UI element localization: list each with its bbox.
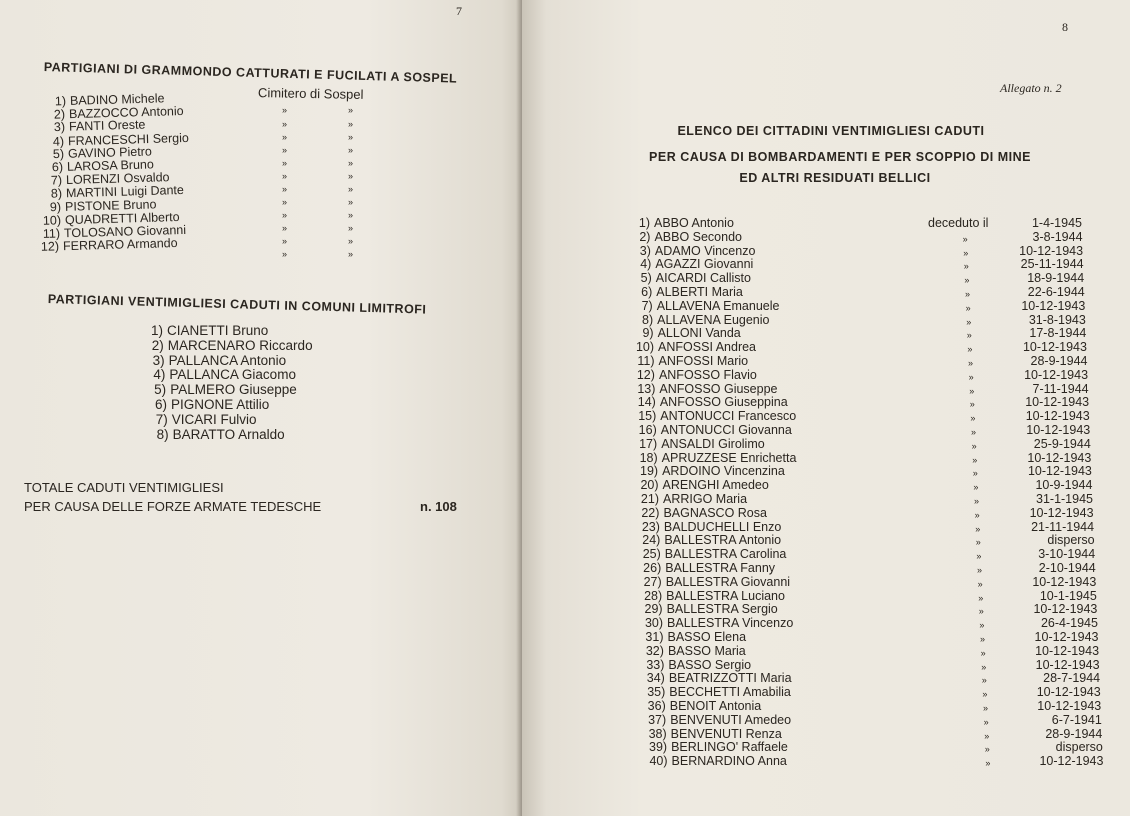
entry-name: BALLESTRA Antonio: [664, 533, 782, 548]
entry-number: 2): [639, 229, 651, 244]
entry-date: 10-9-1944: [1035, 478, 1093, 493]
ditto-mark: »: [348, 171, 354, 181]
entry-date: 3-10-1944: [1038, 547, 1096, 562]
ditto-mark: »: [982, 689, 988, 700]
entry-number: 16): [638, 423, 657, 437]
entry-name: BALLESTRA Fanny: [665, 561, 776, 575]
item-number: 3): [152, 352, 165, 368]
entry-name: ADAMO Vincenzo: [654, 243, 756, 258]
entry-date: 10-12-1943: [1025, 395, 1090, 410]
ditto-mark: »: [282, 249, 288, 259]
ditto-mark: »: [978, 592, 984, 603]
entry-name: BALLESTRA Sergio: [666, 602, 778, 617]
item-name: TOLOSANO Giovanni: [63, 222, 187, 241]
item-number: 10): [42, 213, 61, 228]
entry-number: 8): [642, 312, 654, 327]
ditto-mark: »: [348, 105, 354, 115]
item-name: LAROSA Bruno: [66, 157, 155, 174]
item-name: BARATTO Arnaldo: [172, 426, 285, 442]
item-number: 11): [42, 226, 61, 241]
ditto-mark: »: [977, 565, 983, 575]
entry-date: 7-11-1944: [1032, 381, 1089, 396]
entry-name: BEATRIZZOTTI Maria: [668, 671, 792, 686]
entry-number: 22): [641, 505, 660, 520]
entry-date: 10-12-1943: [1039, 754, 1104, 769]
entry-number: 19): [640, 464, 659, 479]
ditto-mark: »: [971, 440, 977, 451]
entry-date: 10-12-1943: [1029, 505, 1094, 520]
item-name: QUADRETTI Alberto: [64, 209, 180, 227]
entry-date: 10-12-1943: [1022, 340, 1087, 355]
item-number: 7): [51, 173, 63, 188]
item-number: 12): [41, 239, 60, 254]
ditto-mark: »: [972, 468, 978, 479]
entry-number: 34): [646, 671, 665, 686]
ditto-mark: »: [964, 275, 970, 286]
entry-date: 1-4-1945: [1031, 216, 1082, 230]
ditto-mark: »: [282, 197, 288, 207]
ditto-mark: »: [348, 145, 354, 155]
item-number: 5): [154, 382, 167, 398]
entry-date: 25-9-1944: [1033, 436, 1091, 451]
section-title-grammondo: PARTIGIANI DI GRAMMONDO CATTURATI E FUCILATI A SOSPEL: [43, 60, 458, 86]
entry-date: 10-12-1943: [1035, 657, 1100, 672]
ditto-mark: »: [282, 119, 288, 129]
entry-date: 10-12-1943: [1026, 423, 1091, 437]
item-number: 4): [153, 367, 166, 383]
ditto-mark: »: [282, 210, 288, 220]
entry-name: BASSO Sergio: [668, 657, 752, 672]
entry-name: ABBO Secondo: [654, 229, 742, 244]
item-name: PISTONE Bruno: [65, 196, 157, 214]
deceased-label: deceduto il: [928, 216, 989, 230]
entry-number: 7): [641, 298, 653, 313]
entry-number: 1): [638, 216, 650, 230]
entry-number: 35): [647, 685, 666, 700]
entry-number: 4): [640, 257, 652, 272]
item-number: 3): [53, 120, 66, 135]
item-number: 8): [156, 426, 169, 442]
ditto-mark: »: [977, 578, 983, 589]
item-name: FRANCESCHI Sergio: [68, 130, 190, 148]
entry-number: 5): [640, 271, 652, 286]
ditto-mark: »: [967, 344, 973, 355]
ditto-mark: »: [348, 236, 354, 246]
entry-date: 26-4-1945: [1040, 616, 1098, 631]
entry-date: 10-12-1943: [1024, 367, 1089, 382]
ditto-mark: »: [970, 413, 976, 424]
entry-name: BALLESTRA Giovanni: [665, 574, 791, 589]
page-number: 7: [456, 4, 462, 18]
list-item: [142, 412, 257, 427]
ditto-mark: »: [979, 620, 985, 631]
entry-name: BECCHETTI Amabilia: [669, 685, 791, 700]
item-number: 4): [52, 133, 65, 149]
ditto-mark: »: [971, 427, 977, 437]
list-item: [139, 353, 287, 368]
ditto-mark: »: [978, 606, 984, 617]
entry-number: 10): [635, 340, 655, 355]
entry-number: 31): [645, 630, 664, 644]
ditto-mark: »: [963, 261, 969, 272]
entry-date: disperso: [1047, 533, 1095, 548]
ditto-mark: »: [975, 523, 981, 534]
ditto-mark: »: [962, 233, 968, 244]
ditto-mark: »: [981, 675, 987, 686]
entry-number: 9): [642, 326, 654, 341]
entry-name: ARDOINO Vincenzina: [662, 464, 785, 479]
entry-date: 28-9-1944: [1045, 726, 1103, 741]
entry-date: 31-8-1943: [1028, 312, 1086, 327]
list-item: [138, 338, 313, 353]
ditto-mark: »: [282, 132, 288, 142]
item-name: MARCENARO Riccardo: [167, 337, 313, 353]
item-number: 9): [49, 199, 62, 214]
entry-name: ANTONUCCI Giovanna: [660, 423, 792, 437]
entry-number: 36): [647, 699, 666, 713]
entry-name: ALLONI Vanda: [657, 326, 741, 341]
entry-date: 21-11-1944: [1031, 519, 1095, 534]
ditto-mark: »: [282, 184, 288, 194]
item-number: 1): [150, 323, 163, 338]
ditto-mark: »: [974, 509, 980, 520]
entry-number: 21): [640, 492, 659, 506]
entry-number: 29): [644, 602, 663, 617]
ditto-mark: »: [348, 132, 354, 142]
ditto-mark: »: [968, 358, 974, 368]
ditto-mark: »: [974, 496, 980, 506]
entry-number: 33): [646, 657, 665, 672]
entry-number: 23): [641, 519, 660, 534]
ditto-mark: »: [980, 634, 986, 644]
ditto-mark: »: [282, 158, 288, 168]
entry-name: BALLESTRA Luciano: [666, 588, 785, 603]
entry-number: 3): [639, 243, 651, 258]
entry-name: BENVENUTI Renza: [670, 726, 782, 741]
ditto-mark: »: [966, 330, 972, 341]
entry-number: 15): [638, 409, 657, 424]
entry-number: 14): [637, 395, 656, 410]
item-name: VICARI Fulvio: [171, 411, 257, 427]
entry-date: 10-12-1943: [1021, 298, 1086, 313]
ditto-mark: »: [973, 482, 979, 493]
entry-number: 24): [642, 533, 661, 548]
ditto-mark: »: [282, 145, 288, 155]
item-number: 7): [155, 411, 168, 427]
ditto-mark: »: [348, 249, 354, 259]
entry-date: 10-12-1943: [1034, 630, 1099, 644]
entry-name: ANSALDI Girolimo: [661, 436, 765, 451]
item-name: PIGNONE Attilio: [171, 397, 270, 412]
title-line-3: ED ALTRI RESIDUATI BELLICI: [739, 171, 931, 185]
entry-number: 38): [648, 726, 667, 741]
item-number: 6): [154, 397, 167, 412]
entry-number: 37): [648, 712, 667, 727]
item-number: 1): [54, 94, 67, 109]
entry-number: 26): [643, 561, 662, 575]
ditto-mark: »: [282, 223, 288, 233]
ditto-mark: »: [981, 661, 987, 672]
total-value: n. 108: [420, 499, 457, 514]
item-name: PALMERO Giuseppe: [170, 382, 297, 398]
entry-name: ANTONUCCI Francesco: [660, 409, 797, 424]
ditto-mark: »: [965, 302, 971, 313]
title-line-2: PER CAUSA DI BOMBARDAMENTI E PER SCOPPIO DI MINE: [649, 150, 1031, 164]
total-line-2: PER CAUSA DELLE FORZE ARMATE TEDESCHE: [24, 499, 322, 514]
entry-name: ANFOSSO Giuseppe: [659, 381, 778, 396]
item-name: FERRARO Armando: [63, 236, 179, 254]
item-name: CIANETTI Bruno: [167, 323, 269, 338]
entry-name: ANFOSSO Giuseppina: [659, 395, 788, 410]
item-name: PALLANCA Antonio: [168, 352, 287, 368]
ditto-mark: »: [282, 236, 288, 246]
right-page: [522, 0, 1130, 816]
ditto-mark: »: [983, 703, 989, 713]
entry-number: 32): [645, 643, 664, 658]
entry-number: 6): [641, 285, 653, 299]
entry-number: 27): [643, 574, 662, 589]
entry-name: ALLAVENA Emanuele: [656, 298, 780, 313]
entry-date: 10-12-1943: [1035, 643, 1100, 658]
item-name: BAZZOCCO Antonio: [69, 104, 185, 122]
entry-date: 28-9-1944: [1030, 354, 1088, 368]
entry-number: 40): [649, 754, 668, 769]
ditto-mark: »: [968, 371, 974, 382]
entry-number: 17): [639, 436, 658, 451]
list-item: [137, 323, 268, 338]
column-header-cimitero: Cimitero di Sospel: [257, 85, 364, 102]
left-page: [0, 0, 522, 816]
ditto-mark: »: [965, 289, 971, 299]
ditto-mark: »: [984, 744, 990, 755]
entry-number: 28): [644, 588, 663, 603]
ditto-mark: »: [348, 210, 354, 220]
item-name: PALLANCA Giacomo: [169, 367, 296, 383]
item-number: 2): [151, 337, 164, 353]
entry-date: 10-12-1943: [1025, 409, 1090, 424]
entry-date: 10-12-1943: [1036, 685, 1101, 700]
entry-name: BERLINGO' Raffaele: [671, 740, 788, 755]
item-number: 6): [51, 159, 64, 175]
ditto-mark: »: [969, 399, 975, 410]
entry-number: 12): [636, 367, 655, 382]
entry-date: 6-7-1941: [1051, 712, 1102, 727]
entry-date: 2-10-1944: [1038, 561, 1096, 575]
entry-number: 11): [637, 354, 655, 368]
ditto-mark: »: [966, 316, 972, 327]
list-item: [139, 367, 296, 382]
entry-date: 10-12-1943: [1027, 464, 1092, 479]
entry-name: AGAZZI Giovanni: [655, 257, 754, 272]
entry-name: ALLAVENA Eugenio: [657, 312, 770, 327]
ditto-mark: »: [985, 758, 991, 769]
entry-name: BALDUCHELLI Enzo: [663, 519, 782, 534]
item-name: LORENZI Osvaldo: [66, 170, 171, 188]
ditto-mark: »: [963, 247, 969, 258]
entry-name: BALLESTRA Vincenzo: [667, 616, 794, 631]
entry-date: 10-12-1943: [1019, 243, 1084, 258]
entry-name: BASSO Elena: [667, 630, 747, 644]
entry-date: 10-12-1943: [1027, 450, 1092, 465]
ditto-mark: »: [980, 647, 986, 658]
total-line-1: TOTALE CADUTI VENTIMIGLIESI: [24, 480, 224, 495]
item-name: MARTINI Luigi Dante: [65, 183, 184, 201]
item-number: 8): [50, 186, 63, 202]
entry-number: 25): [642, 547, 661, 562]
entry-name: BAGNASCO Rosa: [663, 505, 767, 520]
entry-date: 3-8-1944: [1032, 229, 1083, 244]
entry-date: disperso: [1055, 740, 1103, 755]
entry-name: BENOIT Antonia: [669, 699, 762, 713]
item-name: FANTI Oreste: [68, 117, 146, 135]
list-item: [143, 427, 285, 442]
entry-name: ARRIGO Maria: [663, 492, 748, 506]
list-item: [141, 397, 269, 412]
entry-name: ARENGHI Amedeo: [662, 478, 769, 493]
entry-name: BENVENUTI Amedeo: [670, 712, 792, 727]
entry-name: ANFOSSI Andrea: [658, 340, 757, 355]
ditto-mark: »: [348, 119, 354, 129]
entry-date: 31-1-1945: [1036, 492, 1093, 506]
item-name: BADINO Michele: [69, 91, 165, 108]
page-number: 8: [1062, 20, 1068, 34]
entry-name: ANFOSSI Mario: [658, 354, 749, 368]
title-line-1: ELENCO DEI CITTADINI VENTIMIGLIESI CADUTI: [677, 124, 985, 138]
ditto-mark: »: [984, 730, 990, 741]
entry-number: 18): [639, 450, 658, 465]
entry-name: AICARDI Callisto: [655, 271, 751, 286]
ditto-mark: »: [282, 105, 288, 115]
entry-date: 18-9-1944: [1027, 271, 1085, 286]
entry-date: 17-8-1944: [1029, 326, 1087, 341]
entry-name: ALBERTI Maria: [656, 285, 743, 299]
ditto-mark: »: [348, 197, 354, 207]
entry-date: 10-12-1943: [1033, 602, 1098, 617]
ditto-mark: »: [976, 551, 982, 562]
entry-date: 10-12-1943: [1037, 699, 1102, 713]
item-name: GAVINO Pietro: [67, 144, 152, 161]
item-number: 5): [52, 146, 64, 161]
entry-name: ANFOSSO Flavio: [658, 367, 757, 382]
entry-date: 25-11-1944: [1020, 257, 1084, 272]
section-title-limitrofi: PARTIGIANI VENTIMIGLIESI CADUTI IN COMUNI LIMITROFI: [47, 292, 427, 317]
entry-date: 28-7-1944: [1043, 671, 1101, 686]
item-number: 2): [54, 107, 66, 122]
allegato-label: Allegato n. 2: [1000, 81, 1062, 95]
entry-number: 20): [640, 478, 659, 493]
entry-date: 10-12-1943: [1032, 574, 1097, 589]
entry-number: 13): [637, 381, 656, 396]
list-item: [33, 236, 178, 254]
entry-name: BERNARDINO Anna: [671, 754, 787, 769]
entry-name: BASSO Maria: [667, 643, 746, 658]
ditto-mark: »: [348, 223, 354, 233]
entry-date: 10-1-1945: [1039, 588, 1097, 603]
entry-name: BALLESTRA Carolina: [664, 547, 787, 562]
ditto-mark: »: [975, 537, 981, 548]
ditto-mark: »: [348, 184, 354, 194]
ditto-mark: »: [969, 385, 975, 396]
list-item: [140, 382, 297, 397]
ditto-mark: »: [983, 716, 989, 727]
entry-number: 39): [649, 740, 668, 755]
entry-name: ABBO Antonio: [654, 216, 734, 230]
entry-date: 22-6-1944: [1027, 285, 1085, 299]
ditto-mark: »: [348, 158, 354, 168]
ditto-mark: »: [282, 171, 288, 181]
entry-number: 30): [644, 616, 664, 631]
ditto-mark: »: [972, 454, 978, 465]
entry-name: APRUZZESE Enrichetta: [661, 450, 797, 465]
